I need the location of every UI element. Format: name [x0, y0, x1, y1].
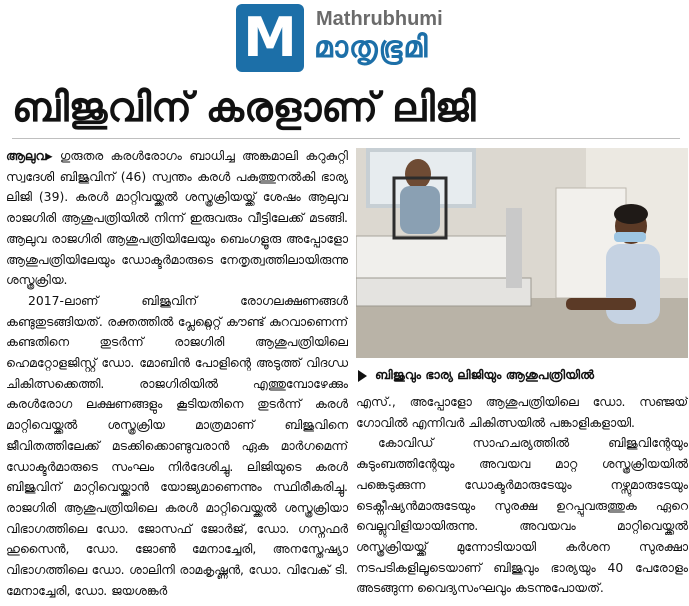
dateline: ആലുവ▸: [6, 148, 53, 163]
article-paragraph: 2017-ലാണ് ബിജുവിന് രോഗലക്ഷണങ്ങൾ കണ്ടുതുടങ്ങിയത്. രക്തത്തിൽ പ്ലേറ്റ്ലെറ്റ് കൗണ്ട് കുറവാണെന്ന് കണ്ടതിനെ തുടർന്ന് രാജഗിരി ആശുപത്രിയിലെ ഹെമറ്റോളജിസ്റ്റ് ഡോ. മോബിൻ പോളിന്റെ അടുത്ത് വിദഗ്ധ ചികിത്സക്കെത്തി. രാജഗിരിയിൽ എത്തുമ്പോഴേക്കും കരൾരോഗ ലക്ഷണങ്ങളും കൂടിയതിനെ തുടർന്ന് കരൾ മാറ്റിവെയ്ക്കൽ ശസ്ത്രക്രിയ മാത്രമാണ് ബിജുവിനെ ജീവിതത്തിലേക്ക് മടക്കിക്കൊണ്ടുവരാൻ ഏക മാർഗമെന്ന് ഡോക്ടർമാരുടെ സംഘം നിർദേശിച്ചു. ലിജിയുടെ കരൾ ബിജുവിന് മാറ്റിവെയ്ക്കാൻ യോജ്യമാണെന്നും സ്ഥിരീകരിച്ചു. രാജഗിരി ആശുപത്രിയിലെ കരൾ മാറ്റിവെയ്ക്കൽ ശസ്ത്രക്രിയാ വിഭാഗത്തിലെ ഡോ. ജോസഫ് ജോർജ്, ഡോ. ഗസ്നഫർ ഹുസൈൻ, ഡോ. ജോൺ മേനാച്ചേരി, അനസ്തേഷ്യാ വിഭാഗത്തിലെ ഡോ. ശാലിനി രാമകൃഷ്ണൻ, ഡോ. വിവേക് ടി. മേനാച്ചേരി, ഡോ. ജയശങ്കർ: [6, 292, 348, 598]
photo-caption: [358, 364, 686, 386]
article-paragraph: കോവിഡ് സാഹചര്യത്തിൽ ബിജുവിന്റേയും കുടുംബത്തിന്റേയും അവയവ മാറ്റ ശസ്ത്രക്രിയയിൽ പങ്കെടുക്കുന്ന ഡോക്ടർമാരുടേയും നഴ്സുമാരുടേയും ടെക്നീഷ്യൻമാരുടേയും സുരക്ഷ ഉറപ്പുവരുത്തുക ഏറെ വെല്ലുവിളിയായിരുന്നു. അവയവം മാറ്റിവെയ്ക്കൽ ശസ്ത്രക്രിയയ്ക്ക് മുന്നോടിയായി കർശന സുരക്ഷാ നടപടികളിലൂടെയാണ് ബിജുവും ഭാര്യയും 40 പേരോളം അടങ്ങുന്ന വൈദ്യസംഘവും കടന്നുപോയത്.: [356, 435, 688, 596]
brand-name-english: Mathrubhumi: [316, 8, 443, 30]
paragraph-text: ഗുരുതര കരൾരോഗം ബാധിച്ച അങ്കമാലി കറുകുറ്റി സ്വദേശി ബിജുവിന് (46) സ്വന്തം കരൾ പകുത്തുനൽകി ഭാര്യ ലിജി (39). കരൾ മാറ്റിവയ്ക്കൽ ശസ്ത്രക്രിയയ്ക്ക് ശേഷം ആലുവ രാജഗിരി ആശുപത്രിയിൽ നിന്ന് ഇരുവരും വീട്ടിലേക്ക് മടങ്ങി. ആലുവ രാജഗിരി ആശുപത്രിയിലേയും ബെംഗളൂരു അപ്പോളോ ആശുപത്രിയിലേയും ഡോക്ടർമാരുടെ നേതൃത്വത്തിലായിരുന്നു ശസ്ത്രക്രിയ.: [6, 148, 348, 288]
photo-caption-text: ബിജുവും ഭാര്യ ലിജിയും ആശുപത്രിയിൽ: [375, 367, 594, 382]
article-column-left: [6, 146, 348, 602]
article-column-right: [356, 392, 688, 602]
article-photo: [356, 148, 688, 358]
brand-name-malayalam: മാതൃഭൂമി: [314, 30, 429, 65]
caption-arrow-icon: [358, 370, 367, 382]
hospital-room-image: [356, 148, 688, 358]
mathrubhumi-logo: [236, 4, 304, 72]
headline: ബിജുവിന് കരളാണ് ലിജി: [12, 85, 476, 131]
logo-letter: M: [243, 6, 297, 69]
headline-divider: [12, 138, 680, 139]
article-paragraph: എസ്., അപ്പോളോ ആശുപത്രിയിലെ ഡോ. സഞ്ജയ് ഗോവിൽ എന്നിവർ ചികിത്സയിൽ പങ്കാളികളായി.: [356, 394, 688, 430]
article-paragraph: [6, 146, 348, 291]
masthead: [236, 4, 536, 76]
